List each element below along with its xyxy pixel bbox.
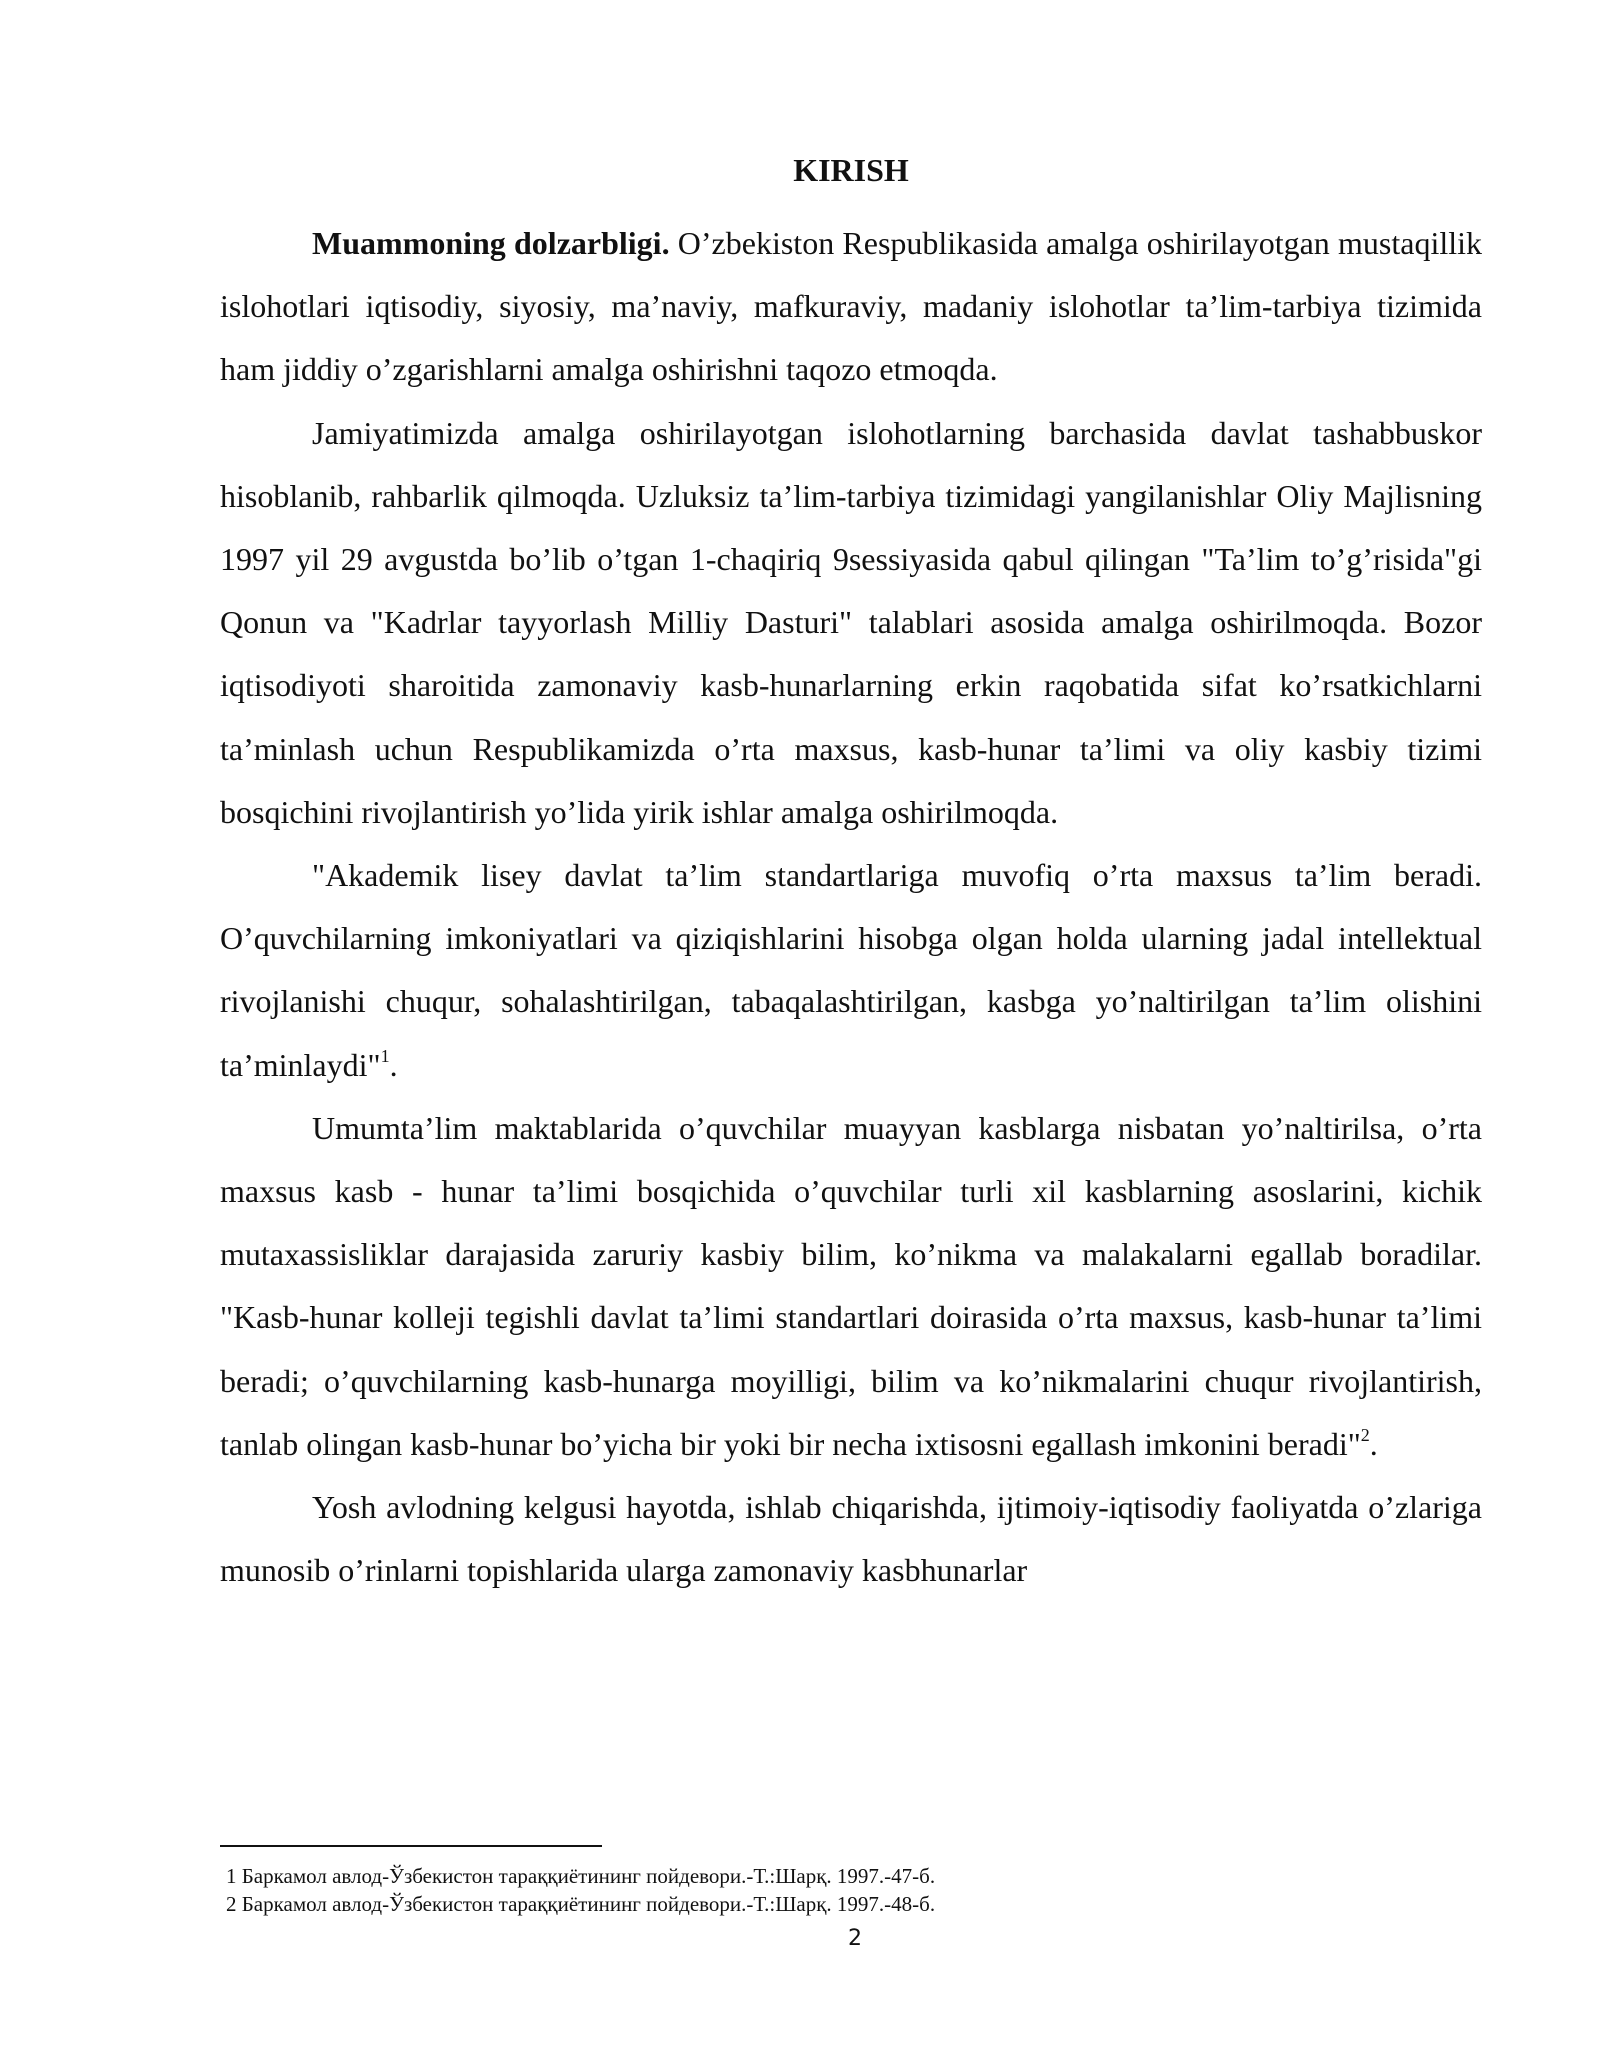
page-title: KIRISH [793, 152, 909, 188]
paragraph-4 [220, 1097, 1482, 1476]
paragraph-3-tail: . [389, 1046, 398, 1083]
footnote-1: 1 Баркамол авлод-Ўзбекистон тараққиётининг пойдевори.-Т.:Шарқ. 1997.-47-б. [226, 1864, 936, 1888]
paragraph-1-text: O’zbekiston Respublikasida amalga oshirilayotgan mustaqillik islohotlari iqtisodiy, siyosiy, ma’naviy, mafkuraviy, madaniy islohotlar ta’lim-tarbiya tizimida ham jiddiy o’zgarishlarni amalga oshirishni taqozo etmoqda. [220, 225, 1483, 388]
paragraph-5 [220, 1476, 1482, 1602]
paragraph-1 [220, 212, 1482, 402]
paragraph-4-tail: . [1369, 1425, 1378, 1462]
paragraph-4-text: Umumta’lim maktablarida o’quvchilar muayyan kasblarga nisbatan yo’naltirilsa, o’rta maxsus kasb - hunar ta’limi bosqichida o’quvchilar turli xil kasblarning asoslarini, kichik mutaxassisliklar darajasida zaruriy kasbiy bilim, ko’nikma va malakalarni egallab boradilar. "Kasb-hunar kolleji tegishli davlat ta’limi standartlari doirasida o’rta maxsus, kasb-hunar ta’limi beradi; o’quvchilarning kasb-hunarga moyilligi, bilim va ko’nikmalarini chuqur rivojlantirish, tanlab olingan kasb-hunar bo’yicha bir yoki bir necha ixtisosni egallash imkonini beradi" [220, 1109, 1482, 1462]
section-lead: Muammoning dolzarbligi. [312, 225, 670, 261]
footnote-separator [220, 1845, 602, 1847]
paragraph-2 [220, 402, 1482, 844]
paragraph-5-text: Yosh avlodning kelgusi hayotda, ishlab chiqarishda, ijtimoiy-iqtisodiy faoliyatda o’zlariga munosib o’rinlarni topishlarida ularga zamonaviy kasbhunarlar [220, 1489, 1482, 1589]
footnotes [226, 1862, 1476, 1918]
page-number: 2 [848, 1926, 862, 1951]
footnote-2: 2 Баркамол авлод-Ўзбекистон тараққиётининг пойдевори.-Т.:Шарқ. 1997.-48-б. [226, 1892, 936, 1916]
document-body [220, 150, 1482, 1602]
paragraph-2-text: Jamiyatimizda amalga oshirilayotgan islohotlarning barchasida davlat tashabbuskor hisoblanib, rahbarlik qilmoqda. Uzluksiz ta’lim-tarbiya tizimidagi yangilanishlar Oliy Majlisning 1997 yil 29 avgustda bo’lib o’tgan 1-chaqiriq 9sessiyasida qabul qilingan "Ta’lim to’g’risida"gi Qonun va "Kadrlar tayyorlash Milliy Dasturi" talablari asosida amalga oshirilmoqda. Bozor iqtisodiyoti sharoitida zamonaviy kasb-hunarlarning erkin raqobatida sifat ko’rsatkichlarni ta’minlash uchun Respublikamizda o’rta maxsus, kasb-hunar ta’limi va oliy kasbiy tizimi bosqichini rivojlantirish yo’lida yirik ishlar amalga oshirilmoqda. [220, 414, 1482, 830]
paragraph-3-text: "Akademik lisey davlat ta’lim standartlariga muvofiq o’rta maxsus ta’lim beradi. O’quvchilarning imkoniyatlari va qiziqishlarini hisobga olgan holda ularning jadal intellektual rivojlanishi chuqur, sohalashtirilgan, tabaqalashtirilgan, kasbga yo’naltirilgan ta’lim olishini ta’minlaydi" [220, 857, 1482, 1083]
footnote-ref-1[interactable]: 1 [380, 1045, 390, 1066]
footnote-ref-2[interactable]: 2 [1360, 1424, 1370, 1445]
paragraph-3 [220, 844, 1482, 1097]
